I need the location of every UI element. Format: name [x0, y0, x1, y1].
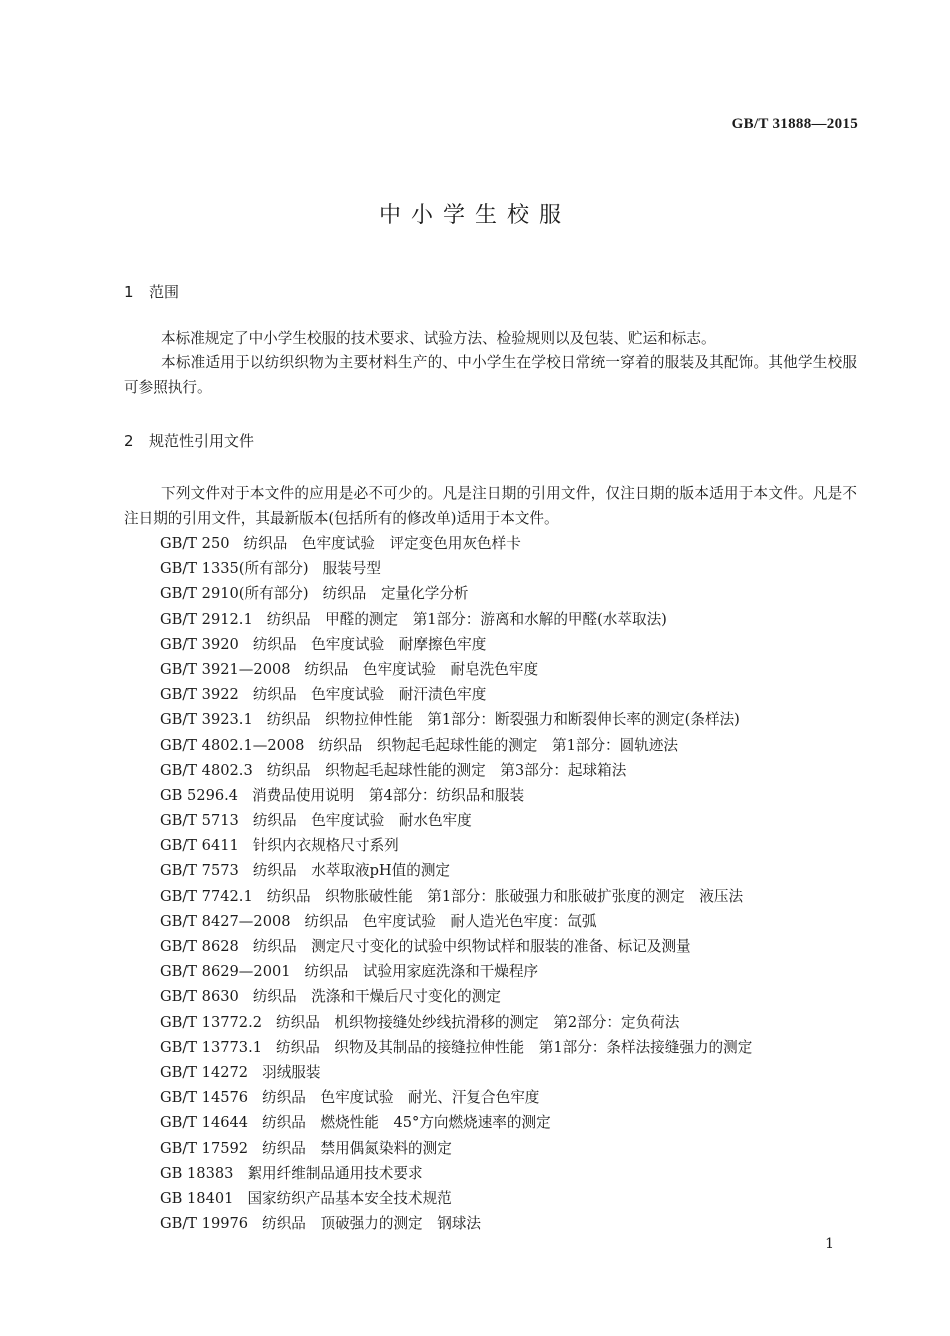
reference-title: 纺织品 色牢度试验 耐摩擦色牢度	[252, 635, 487, 653]
reference-item	[160, 1010, 752, 1035]
reference-item	[160, 1211, 752, 1236]
reference-item	[160, 607, 752, 632]
reference-item	[160, 783, 752, 808]
reference-item	[160, 808, 752, 833]
reference-item	[160, 657, 752, 682]
scope-paragraph-2: 本标准适用于以纺织织物为主要材料生产的、中小学生在学校日常统一穿着的服装及其配饰。其他学生校服可参照执行。	[124, 354, 857, 396]
reference-item	[160, 984, 752, 1009]
reference-code: GB/T 7573	[160, 862, 239, 880]
reference-title: 纺织品 织物起毛起球性能的测定 第1部分：圆轨迹法	[318, 736, 679, 754]
reference-title: 纺织品 定量化学分析	[322, 585, 469, 603]
reference-item	[160, 707, 752, 732]
reference-item	[160, 1161, 752, 1186]
reference-item	[160, 682, 752, 707]
reference-item	[160, 959, 752, 984]
reference-code: GB 18401	[160, 1189, 234, 1207]
section-number: 2	[124, 432, 134, 450]
reference-code: GB/T 3920	[160, 635, 239, 653]
document-title: 中小学生校服	[378, 203, 571, 228]
reference-title: 纺织品 色牢度试验 评定变色用灰色样卡	[243, 535, 521, 552]
reference-code: GB/T 14644	[160, 1114, 249, 1132]
reference-item	[160, 632, 752, 657]
reference-code: GB/T 1335(所有部分)	[160, 560, 309, 578]
reference-title: 纺织品 色牢度试验 耐汗渍色牢度	[252, 686, 487, 704]
reference-code: GB/T 2912.1	[160, 610, 253, 628]
references-intro-paragraph: 下列文件对于本文件的应用是必不可少的。凡是注日期的引用文件，仅注日期的版本适用于本文件。凡是不注日期的引用文件，其最新版本(包括所有的修改单)适用于本文件。	[124, 485, 857, 527]
reference-title: 纺织品 色牢度试验 耐水色牢度	[252, 812, 472, 830]
reference-code: GB/T 8630	[160, 988, 239, 1006]
reference-title: 纺织品 甲醛的测定 第1部分：游离和水解的甲醛(水萃取法)	[266, 610, 667, 628]
reference-title: 纺织品 试验用家庭洗涤和干燥程序	[304, 963, 539, 981]
reference-code: GB/T 8629—2001	[160, 963, 291, 981]
reference-item	[160, 556, 752, 581]
reference-code: GB/T 4802.1—2008	[160, 736, 305, 754]
reference-item	[160, 1110, 752, 1135]
section-number: 1	[124, 283, 134, 301]
reference-code: GB/T 3922	[160, 686, 239, 704]
reference-title: 纺织品 色牢度试验 耐光、汗复合色牢度	[262, 1089, 540, 1107]
reference-item	[160, 733, 752, 758]
reference-code: GB/T 5713	[160, 812, 239, 830]
reference-item	[160, 758, 752, 783]
reference-title: 纺织品 机织物接缝处纱线抗滑移的测定 第2部分：定负荷法	[276, 1013, 680, 1031]
reference-title: 纺织品 禁用偶氮染料的测定	[262, 1139, 452, 1157]
reference-title: 针织内衣规格尺寸系列	[252, 837, 399, 855]
reference-code: GB/T 6411	[160, 837, 239, 855]
standard-code: GB/T 31888—2015	[731, 116, 858, 132]
reference-code: GB/T 14272	[160, 1063, 249, 1081]
reference-item	[160, 833, 752, 858]
reference-code: GB/T 8427—2008	[160, 912, 291, 930]
reference-code: GB/T 7742.1	[160, 887, 253, 905]
reference-code: GB 18383	[160, 1164, 234, 1182]
reference-title: 纺织品 色牢度试验 耐皂洗色牢度	[304, 660, 539, 678]
reference-item	[160, 1186, 752, 1211]
reference-title: 纺织品 测定尺寸变化的试验中织物试样和服装的准备、标记及测量	[252, 938, 691, 955]
reference-title: 絮用纤维制品通用技术要求	[247, 1164, 423, 1182]
page-number: 1	[825, 1236, 834, 1252]
reference-title: 纺织品 洗涤和干燥后尺寸变化的测定	[252, 988, 501, 1006]
reference-title: 纺织品 织物胀破性能 第1部分：胀破强力和胀破扩张度的测定 液压法	[266, 887, 744, 905]
reference-title: 纺织品 顶破强力的测定 钢球法	[262, 1215, 482, 1233]
section-title: 范围	[149, 283, 180, 301]
reference-title: 纺织品 色牢度试验 耐人造光色牢度：氙弧	[304, 912, 597, 930]
reference-code: GB/T 250	[160, 535, 230, 552]
reference-item	[160, 858, 752, 883]
reference-title: 纺织品 水萃取液pH值的测定	[252, 862, 451, 880]
reference-title: 纺织品 织物起毛起球性能的测定 第3部分：起球箱法	[266, 761, 627, 779]
reference-list	[160, 531, 752, 1236]
reference-item	[160, 909, 752, 934]
reference-title: 羽绒服装	[262, 1063, 321, 1081]
reference-code: GB/T 3923.1	[160, 711, 253, 729]
reference-code: GB/T 17592	[160, 1139, 249, 1157]
scope-paragraph-1: 本标准规定了中小学生校服的技术要求、试验方法、检验规则以及包装、贮运和标志。	[161, 330, 716, 347]
reference-code: GB/T 13773.1	[160, 1038, 263, 1056]
reference-title: 纺织品 燃烧性能 45°方向燃烧速率的测定	[262, 1114, 551, 1132]
reference-item	[160, 1035, 752, 1060]
reference-item	[160, 1085, 752, 1110]
reference-item	[160, 581, 752, 606]
reference-item	[160, 934, 752, 959]
section-title: 规范性引用文件	[149, 432, 255, 450]
reference-code: GB/T 3921—2008	[160, 660, 291, 678]
reference-code: GB/T 2910(所有部分)	[160, 585, 309, 603]
section-heading-scope	[124, 281, 179, 302]
reference-title: 服装号型	[322, 560, 381, 578]
reference-title: 国家纺织产品基本安全技术规范	[247, 1189, 452, 1207]
reference-item	[160, 1136, 752, 1161]
section-heading-normative-references	[124, 430, 254, 451]
reference-item	[160, 884, 752, 909]
reference-item	[160, 1060, 752, 1085]
reference-code: GB/T 19976	[160, 1215, 249, 1233]
reference-code: GB/T 14576	[160, 1089, 249, 1107]
reference-code: GB/T 13772.2	[160, 1013, 263, 1031]
reference-code: GB 5296.4	[160, 786, 239, 804]
reference-title: 纺织品 织物拉伸性能 第1部分：断裂强力和断裂伸长率的测定(条样法)	[266, 711, 740, 729]
reference-item	[160, 531, 752, 556]
reference-title: 消费品使用说明 第4部分：纺织品和服装	[252, 786, 525, 804]
reference-code: GB/T 8628	[160, 938, 239, 955]
reference-code: GB/T 4802.3	[160, 761, 253, 779]
reference-title: 纺织品 织物及其制品的接缝拉伸性能 第1部分：条样法接缝强力的测定	[276, 1038, 753, 1056]
